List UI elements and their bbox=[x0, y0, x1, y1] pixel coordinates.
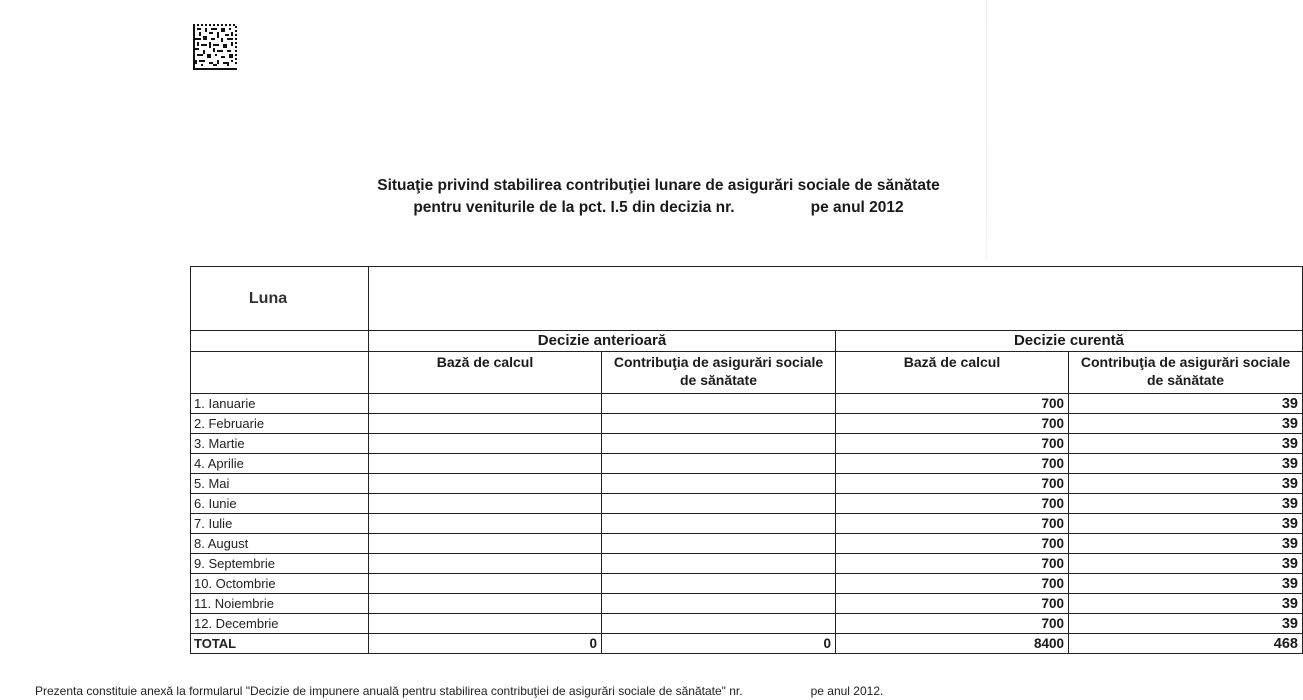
previous-base-cell bbox=[369, 554, 602, 574]
previous-contribution-cell bbox=[602, 414, 836, 434]
month-cell: 5. Mai bbox=[191, 474, 369, 494]
table-row bbox=[191, 414, 1303, 434]
current-base-cell: 700 bbox=[836, 494, 1069, 514]
previous-contribution-cell bbox=[602, 574, 836, 594]
total-label: TOTAL bbox=[191, 634, 369, 654]
current-contribution-cell: 39 bbox=[1069, 534, 1303, 554]
month-cell: 11. Noiembrie bbox=[191, 594, 369, 614]
month-cell: 8. August bbox=[191, 534, 369, 554]
title-line-2-prefix: pentru veniturile de la pct. I.5 din decizia nr. bbox=[413, 199, 735, 216]
table-header-luna-row bbox=[191, 267, 1303, 331]
contribution-table bbox=[190, 266, 1303, 654]
table-column-header-row bbox=[191, 352, 1303, 394]
current-contribution-cell: 39 bbox=[1069, 394, 1303, 414]
luna-header: Luna bbox=[191, 267, 369, 331]
group-header-current-decision: Decizie curentă bbox=[836, 331, 1303, 352]
current-contribution-cell: 39 bbox=[1069, 454, 1303, 474]
table-row bbox=[191, 614, 1303, 634]
table-row bbox=[191, 494, 1303, 514]
month-cell: 1. Ianuarie bbox=[191, 394, 369, 414]
current-contribution-cell: 39 bbox=[1069, 494, 1303, 514]
table-total-row bbox=[191, 634, 1303, 654]
previous-base-cell bbox=[369, 514, 602, 534]
column-header-previous-contribution: Contribuţia de asigurări sociale de sănătate bbox=[602, 352, 836, 394]
group-header-empty bbox=[191, 331, 369, 352]
table-row bbox=[191, 474, 1303, 494]
scan-artifact-line bbox=[986, 0, 987, 260]
current-base-cell: 700 bbox=[836, 574, 1069, 594]
table-row bbox=[191, 454, 1303, 474]
annex-note-year: pe anul 2012. bbox=[810, 684, 884, 698]
current-base-cell: 700 bbox=[836, 454, 1069, 474]
table-row bbox=[191, 594, 1303, 614]
current-base-cell: 700 bbox=[836, 594, 1069, 614]
current-contribution-cell: 39 bbox=[1069, 474, 1303, 494]
previous-contribution-cell bbox=[602, 594, 836, 614]
month-cell: 12. Decembrie bbox=[191, 614, 369, 634]
annex-note-text: Prezenta constituie anexă la formularul "Decizie de impunere anuală pentru stabilirea contribuţiei de asigurări sociale de sănătate" nr. bbox=[35, 684, 743, 698]
current-contribution-cell: 39 bbox=[1069, 514, 1303, 534]
previous-base-cell bbox=[369, 614, 602, 634]
previous-contribution-cell bbox=[602, 614, 836, 634]
current-contribution-cell: 39 bbox=[1069, 554, 1303, 574]
current-base-cell: 700 bbox=[836, 414, 1069, 434]
table-row bbox=[191, 534, 1303, 554]
total-current-contribution: 468 bbox=[1069, 634, 1303, 654]
annex-note bbox=[35, 684, 1303, 698]
month-cell: 2. Februarie bbox=[191, 414, 369, 434]
previous-contribution-cell bbox=[602, 494, 836, 514]
current-contribution-cell: 39 bbox=[1069, 434, 1303, 454]
previous-contribution-cell bbox=[602, 554, 836, 574]
column-header-current-base: Bază de calcul bbox=[836, 352, 1069, 394]
current-contribution-cell: 39 bbox=[1069, 614, 1303, 634]
previous-contribution-cell bbox=[602, 454, 836, 474]
table-row bbox=[191, 434, 1303, 454]
document-title-line-2 bbox=[7, 197, 1303, 219]
total-previous-base: 0 bbox=[369, 634, 602, 654]
total-previous-contribution: 0 bbox=[602, 634, 836, 654]
column-header-previous-base: Bază de calcul bbox=[369, 352, 602, 394]
column-header-empty bbox=[191, 352, 369, 394]
month-cell: 9. Septembrie bbox=[191, 554, 369, 574]
previous-base-cell bbox=[369, 414, 602, 434]
previous-base-cell bbox=[369, 574, 602, 594]
current-base-cell: 700 bbox=[836, 394, 1069, 414]
group-header-previous-decision: Decizie anterioară bbox=[369, 331, 836, 352]
month-cell: 10. Octombrie bbox=[191, 574, 369, 594]
table-group-header-row bbox=[191, 331, 1303, 352]
previous-contribution-cell bbox=[602, 474, 836, 494]
column-header-current-contribution: Contribuţia de asigurări sociale de sănătate bbox=[1069, 352, 1303, 394]
previous-base-cell bbox=[369, 434, 602, 454]
current-base-cell: 700 bbox=[836, 534, 1069, 554]
document-title-line-1: Situaţie privind stabilirea contribuţiei lunare de asigurări sociale de sănătate bbox=[377, 177, 940, 194]
previous-base-cell bbox=[369, 534, 602, 554]
previous-contribution-cell bbox=[602, 534, 836, 554]
title-line-2-year: pe anul 2012 bbox=[810, 199, 904, 216]
previous-base-cell bbox=[369, 494, 602, 514]
previous-base-cell bbox=[369, 474, 602, 494]
table-row bbox=[191, 514, 1303, 534]
previous-base-cell bbox=[369, 454, 602, 474]
previous-base-cell bbox=[369, 394, 602, 414]
month-cell: 6. Iunie bbox=[191, 494, 369, 514]
table-row bbox=[191, 394, 1303, 414]
previous-contribution-cell bbox=[602, 394, 836, 414]
table-row bbox=[191, 554, 1303, 574]
current-base-cell: 700 bbox=[836, 474, 1069, 494]
current-base-cell: 700 bbox=[836, 614, 1069, 634]
month-cell: 3. Martie bbox=[191, 434, 369, 454]
previous-base-cell bbox=[369, 594, 602, 614]
previous-contribution-cell bbox=[602, 434, 836, 454]
current-contribution-cell: 39 bbox=[1069, 574, 1303, 594]
luna-header-empty bbox=[369, 267, 1303, 331]
total-current-base: 8400 bbox=[836, 634, 1069, 654]
month-cell: 4. Aprilie bbox=[191, 454, 369, 474]
current-base-cell: 700 bbox=[836, 554, 1069, 574]
month-cell: 7. Iulie bbox=[191, 514, 369, 534]
current-contribution-cell: 39 bbox=[1069, 414, 1303, 434]
previous-contribution-cell bbox=[602, 514, 836, 534]
current-contribution-cell: 39 bbox=[1069, 594, 1303, 614]
current-base-cell: 700 bbox=[836, 434, 1069, 454]
table-row bbox=[191, 574, 1303, 594]
current-base-cell: 700 bbox=[836, 514, 1069, 534]
datamatrix-barcode-icon bbox=[193, 24, 237, 70]
